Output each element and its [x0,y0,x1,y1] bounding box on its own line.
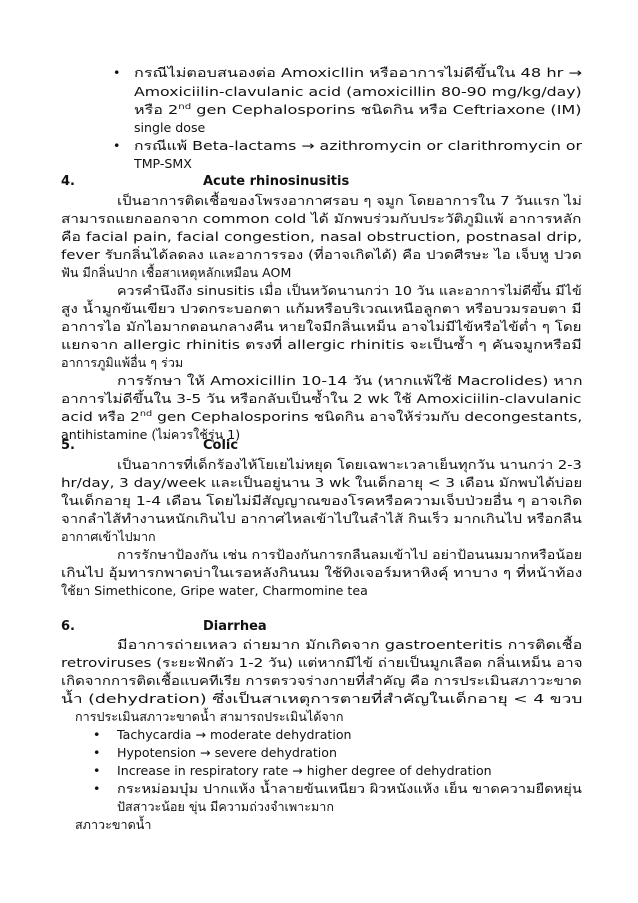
text-run: acid หรือ 2 [61,409,140,424]
section-6-line: retroviruses (ระยะฟักตัว 1-2 วัน) แต่หากมีไข้ ถ่ายเป็นมูกเลือด กลิ่นเหม็น อาจ [61,655,583,670]
text-run: gen Cephalosporins ชนิดกิน อาจให้ร่วมกับ decongestants, [152,409,583,424]
bullet-marker: • [93,727,101,742]
section-4-line [61,408,582,426]
text-run: gen Cephalosporins ชนิดกิน หรือ Ceftriaxone (IM) [191,102,582,117]
top-bullet-2-line-1: กรณีแพ้ Beta-lactams → azithromycin or clarithromycin or [134,138,582,153]
section-4-line: ควรคำนึงถึง sinusitis เมื่อ เป็นหวัดนานกว่า 10 วัน และอาการไม่ดีขึ้น มีไข้ [117,283,582,298]
section-4-line: อาการไอ มักไอมากตอนกลางคืน หายใจมีกลิ่นเหม็น อาจไม่มีไข้หรือไข้ต่ำ ๆ โดย [61,319,582,334]
section-4-line: antihistamine (ไม่ควรใช้รุ่น 1) [61,427,241,442]
section-6-line: การประเมินสภาวะขาดน้ำ สามารถประเมินได้จาก [75,709,344,724]
section-4-line: สูง น้ำมูกข้นเขียว ปวดกระบอกตา แก้มหรือบริเวณเหนือลูกตา หรือบวมรอบตา มี [61,301,582,316]
section-4-number: 4. [61,174,75,189]
section-5-line: ในเด็กอายุ 1-4 เดือน โดยไม่มีสัญญาณของโรคหรือความเจ็บป่วยอื่น ๆ อาจเกิด [61,493,583,508]
section-5-line: เป็นอาการที่เด็กร้องไห้โยเยไม่หยุด โดยเฉพาะเวลาเย็นทุกวัน นานกว่า 2-3 [117,457,582,472]
section-5-line: hr/day, 3 day/week และเป็นอยู่นาน 3 wk ในเด็กอายุ < 3 เดือน มักพบได้บ่อย [61,475,583,490]
bullet-marker: • [113,138,121,153]
section-5-line: ใช้ยา Simethicone, Gripe water, Charmomine tea [61,583,368,598]
top-bullet-1-line-1: กรณีไม่ตอบสนองต่อ Amoxicllin หรืออาการไม่ดีขึ้นใน 48 hr → [134,65,583,80]
section-5-line: เกินไป อุ้มทารกพาดบ่าในเรอหลังกินนม ใช้ทิงเจอร์มหาหิงคุ์ ทาบาง ๆ ที่หน้าท้อง [61,565,583,580]
section-5-line: จากลำไส้ทำงานหนักเกินไป อากาศไหลเข้าไปในลำไส้ กินเร็ว มากเกินไป หรือกลืน [61,511,582,526]
superscript: nd [139,408,153,418]
section-5-number: 5. [61,438,75,453]
section-4-line: เป็นอาการติดเชื้อของโพรงอากาศรอบ ๆ จมูก โดยอาการใน 7 วันแรก ไม่ [117,193,582,208]
section-4-line: อาการภูมิแพ้อื่น ๆ ร่วม [61,355,184,370]
top-bullet-2-line-2: TMP-SMX [134,156,192,171]
section-4-line: ฟัน มีกลิ่นปาก เชื้อสาเหตุหลักเหมือน AOM [61,265,292,280]
top-bullet-1-line-4: single dose [134,120,206,135]
section-6-line: มีอาการถ่ายเหลว ถ่ายมาก มักเกิดจาก gastroenteritis การติดเชื้อ [117,637,583,652]
section-6-line: น้ำ (dehydration) ซึ่งเป็นสาเหตุการตายที่สำคัญในเด็กอายุ < 4 ขวบ [61,691,583,706]
section-6-line: เกิดจากการติดเชื้อแบคทีเรีย การตรวจร่างกายที่สำคัญ คือ การประเมินสภาวะขาด [61,673,582,688]
section-5-title: Colic [203,438,239,453]
bullet-marker: • [93,781,101,796]
bullet-marker: • [113,65,121,80]
section-4-line: แยกจาก allergic rhinitis ตรงที่ allergic rhinitis จะเป็นซ้ำ ๆ คันจมูกหรือมี [61,337,582,352]
top-bullet-1-line-2: Amoxiciilin-clavulanic acid (amoxicillin 80-90 mg/kg/day) [134,84,582,99]
bullet-marker: • [93,763,101,778]
section-6-closing: สภาวะขาดน้ำ [75,817,152,832]
section-4-line: fever รับกลิ่นได้ลดลง และอาการรอง (ที่อาจเกิดได้) คือ ปวดศีรษะ ไอ เจ็บหู ปวด [61,247,582,262]
section-6-title: Diarrhea [203,619,267,634]
bullet-marker: • [93,745,101,760]
superscript: nd [178,101,192,111]
section-4-title: Acute rhinosinusitis [203,174,350,189]
section-6-number: 6. [61,619,75,634]
section-4-line: การรักษา ให้ Amoxicillin 10-14 วัน (หากแพ้ใช้ Macrolides) หาก [117,373,583,388]
section-4-line: สามารถแยกออกจาก common cold ได้ มักพบร่วมกับประวัติภูมิแพ้ อาการหลัก [61,211,582,226]
section-6-bullet-4-line-2: ปัสสาวะน้อย ขุ่น มีความถ่วงจำเพาะมาก [117,799,334,814]
section-4-line: คือ facial pain, facial congestion, nasal obstruction, postnasal drip, [61,229,583,244]
section-6-bullet-1: Tachycardia → moderate dehydration [117,727,352,742]
top-bullet-1-line-3 [134,101,582,119]
section-4-line: อาการไม่ดีขึ้นใน 3-5 วัน หรือกลับเป็นซ้ำใน 2 wk ใช้ Amoxiciilin-clavulanic [61,391,582,406]
section-6-bullet-3: Increase in respiratory rate → higher degree of dehydration [117,763,492,778]
text-run: หรือ 2 [134,102,179,117]
section-5-line: การรักษาป้องกัน เช่น การป้องกันการกลืนลมเข้าไป อย่าป้อนนมมากหรือน้อย [117,547,583,562]
section-6-bullet-2: Hypotension → severe dehydration [117,745,337,760]
section-5-line: อากาศเข้าไปมาก [61,529,156,544]
section-6-bullet-4-line-1: กระหม่อมบุ๋ม ปากแห้ง น้ำลายข้นเหนียว ผิวหนังแห้ง เย็น ขาดความยืดหยุ่น [117,781,582,796]
